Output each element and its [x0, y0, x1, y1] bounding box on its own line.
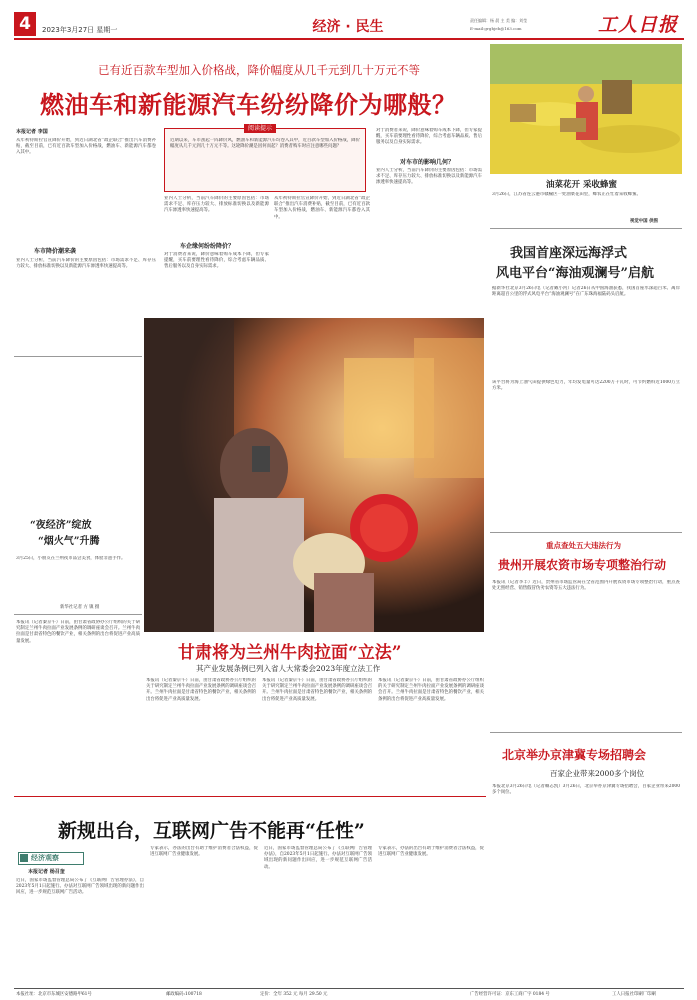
beijing-headline: 北京举办京津冀专场招聘会 — [502, 748, 647, 762]
wind-body-2: 该平台将为海上油气田提供绿色电力，年均发电量可达2200万千瓦时，可节约燃料近1000万立方米。 — [492, 380, 680, 392]
gansu-body-col2: 本报讯（记者秦京午）日前，由甘肃省政协办公厅组织的关于研究制定兰州牛肉拉面产业发展条例的调研座谈会召开。兰州牛肉拉面是甘肃省特色的餐饮产业，相关条例的出台将促进产业高质量发展。 — [146, 678, 256, 702]
editor-line: 责任编辑：杨 晨 主 美 编：刘莹 — [470, 18, 528, 23]
ad-body-col2: 专家表示，办法的出台有助于维护消费者合法权益，促进互联网广告业健康发展。 — [150, 846, 258, 858]
lead-body-col3: 从年初特斯拉官宣降价开始，到近日湖北省“政企联合”推出汽车消费补贴，截至目前，已有近百款车型加入价格战，燃油车、新能源汽车都卷入其中。 — [274, 196, 370, 220]
page-number: 4 — [19, 14, 31, 34]
beijing-subhead: 百家企业带来2000多个岗位 — [550, 769, 645, 778]
gansu-body-col1: 本报讯（记者秦京午）日前，由甘肃省政协办公厅组织的关于研究制定兰州牛肉拉面产业发展条例的调研座谈会召开。兰州牛肉拉面是甘肃省特色的餐饮产业，相关条例的出台将促进产业高质量发展。 — [16, 620, 140, 644]
masthead-logo: 工人日报 — [598, 14, 679, 36]
footer-price: 定价：全年 352 元 每月 29.50 元 — [260, 992, 328, 997]
page-date: 2023年3月27日 星期一 — [42, 26, 118, 34]
reading-tip-text: 近期以来，车市刮起一阵降价风，燃油车和新能源汽车均卷入其中，近百款车型加入价格战，降价幅度从几千元到几十万元不等。这轮降价潮是因何而起？消费者购车时应注意哪些问题？ — [170, 138, 360, 150]
footer-rule — [14, 988, 684, 989]
lead-body-col2b: 对于消费者来说，降价意味着购车成本下降，但专家提醒，买车前要理性看待降价，综合考虑车辆品质、售后服务以及自身实际需求。 — [164, 252, 269, 270]
column-title: 经济观察 — [31, 853, 59, 862]
honey-photo — [490, 44, 682, 174]
wind-headline-2: 风电平台“海油观澜号”启航 — [496, 266, 654, 281]
gansu-headline: 甘肃将为兰州牛肉拉面“立法” — [178, 643, 402, 663]
gansu-subhead: 其产业发展条例已列入省人大常委会2023年度立法工作 — [196, 664, 381, 673]
subhead-impact: 对车市的影响几何？ — [400, 159, 455, 166]
night-caption-2: “烟火气”升腾 — [38, 536, 100, 547]
honey-caption: 油菜花开 采收蜂蜜 — [546, 180, 617, 190]
lead-reporter: 本报记者 李国 — [16, 129, 48, 135]
wind-headline-1: 我国首座深远海浮式 — [510, 246, 628, 261]
wind-body: 据新华社北京3月26日电（记者戴小河）记者26日从中国海油获悉，我国首座水深超百米、离岸距离超百公里的浮式风电平台“海油观澜号”在广东珠海福陆码头启航。 — [492, 286, 680, 298]
header-rule — [14, 38, 684, 40]
reading-tip-title: 阅读提示 — [244, 124, 276, 133]
footer-postcode: 邮政编码:100718 — [166, 992, 202, 997]
subhead-why: 车企缘何纷纷降价？ — [180, 243, 235, 250]
lead-kicker: 已有近百款车型加入价格战，降价幅度从几千元到几十万元不等 — [98, 63, 420, 77]
beijing-body: 本报北京3月26日电（记者赖志凯）3月26日，北京举办京津冀专场招聘会，百家企业带来2000多个岗位。 — [492, 784, 680, 796]
column-icon — [20, 854, 28, 862]
night-photo-credit: 新华社记者 方 镇 摄 — [60, 605, 100, 610]
ad-reporter: 本报记者 杨召奎 — [28, 869, 65, 875]
footer-printer: 工人日报社印刷厂印刷 — [612, 992, 656, 997]
footer-ad-license: 广告经营许可证：京东工商广字 0184 号 — [470, 992, 550, 997]
lead-body-col1b: 业内人士分析，当前汽车降价的主要原因包括：市场需求不足、库存压力较大、排放标准切换以及新能源汽车渗透率快速提高等。 — [16, 258, 156, 270]
right-divider-1 — [490, 228, 682, 229]
email-line: E-mail:grgbjeb@163.com — [470, 26, 522, 31]
left-divider-2 — [14, 614, 142, 615]
lead-body-col4: 对于消费者来说，降价意味着购车成本下降，但专家提醒，买车前要理性看待降价，综合考虑车辆品质、售后服务以及自身实际需求。 — [376, 128, 482, 146]
honey-body: 3月26日，江苏省连云港市赣榆区一处油菜花田里，蜂农正在忙着采收蜂蜜。 — [492, 192, 641, 197]
ad-body-col3: 近日，国家市场监督管理总局公布了《互联网广告管理办法》，自2023年5月1日起施行。办法对互联网广告领域出现的新问题作出回应，进一步规范互联网广告活动。 — [264, 846, 372, 870]
gansu-body-col4: 本报讯（记者秦京午）日前，由甘肃省政协办公厅组织的关于研究制定兰州牛肉拉面产业发展条例的调研座谈会召开。兰州牛肉拉面是甘肃省特色的餐饮产业，相关条例的出台将促进产业高质量发展。 — [378, 678, 484, 702]
gansu-body-col3: 本报讯（记者秦京午）日前，由甘肃省政协办公厅组织的关于研究制定兰州牛肉拉面产业发展条例的调研座谈会召开。兰州牛肉拉面是甘肃省特色的餐饮产业，相关条例的出台将促进产业高质量发展。 — [262, 678, 372, 702]
night-market-photo — [144, 318, 484, 632]
guizhou-body: 本报讯（记者李丰）近日，贵州省市场监管局在全省范围内开展农资市场专项整治行动，重点查处无照经营、销售假冒伪劣农资等五大违法行为。 — [492, 580, 680, 592]
ad-body-col1: 近日，国家市场监督管理总局公布了《互联网广告管理办法》，自2023年5月1日起施行。办法对互联网广告领域出现的新问题作出回应，进一步规范互联网广告活动。 — [16, 878, 144, 896]
bottom-section-rule — [14, 796, 486, 797]
ad-body-col4: 专家表示，办法的出台有助于维护消费者合法权益，促进互联网广告业健康发展。 — [378, 846, 484, 858]
guizhou-headline: 贵州开展农资市场专项整治行动 — [498, 558, 667, 572]
night-caption-body: 3月25日，小朋友在兰州夜市品尝美食，体验非遗手作。 — [16, 556, 126, 561]
right-divider-3 — [490, 732, 682, 733]
right-divider-2 — [490, 532, 682, 533]
left-divider — [14, 356, 142, 357]
section-title: 经济 · 民生 — [312, 19, 384, 35]
lead-body-col2: 业内人士分析，当前汽车降价的主要原因包括：市场需求不足、库存压力较大、排放标准切换以及新能源汽车渗透率快速提高等。 — [164, 196, 269, 214]
lead-body-col4b: 业内人士分析，当前汽车降价的主要原因包括：市场需求不足、库存压力较大、排放标准切换以及新能源汽车渗透率快速提高等。 — [376, 168, 482, 186]
night-caption-1: “夜经济”绽放 — [30, 520, 92, 531]
subhead-price-war: 车市降价潮来袭 — [34, 248, 77, 255]
footer-address: 本报社址：北京市东城区安德路甲61号 — [16, 992, 92, 997]
guizhou-kicker: 重点查处五大违法行为 — [546, 541, 621, 550]
honey-credit: 视觉中国 供图 — [630, 219, 658, 224]
lead-body-col1: 从年初特斯拉官宣降价开始，到近日湖北省“政企联合”推出汽车消费补贴，截至目前，已有近百款车型加入价格战，燃油车、新能源汽车都卷入其中。 — [16, 138, 156, 156]
ad-headline: 新规出台，互联网广告不能再“任性” — [58, 820, 365, 842]
lead-headline: 燃油车和新能源汽车纷纷降价为哪般？ — [40, 90, 457, 119]
